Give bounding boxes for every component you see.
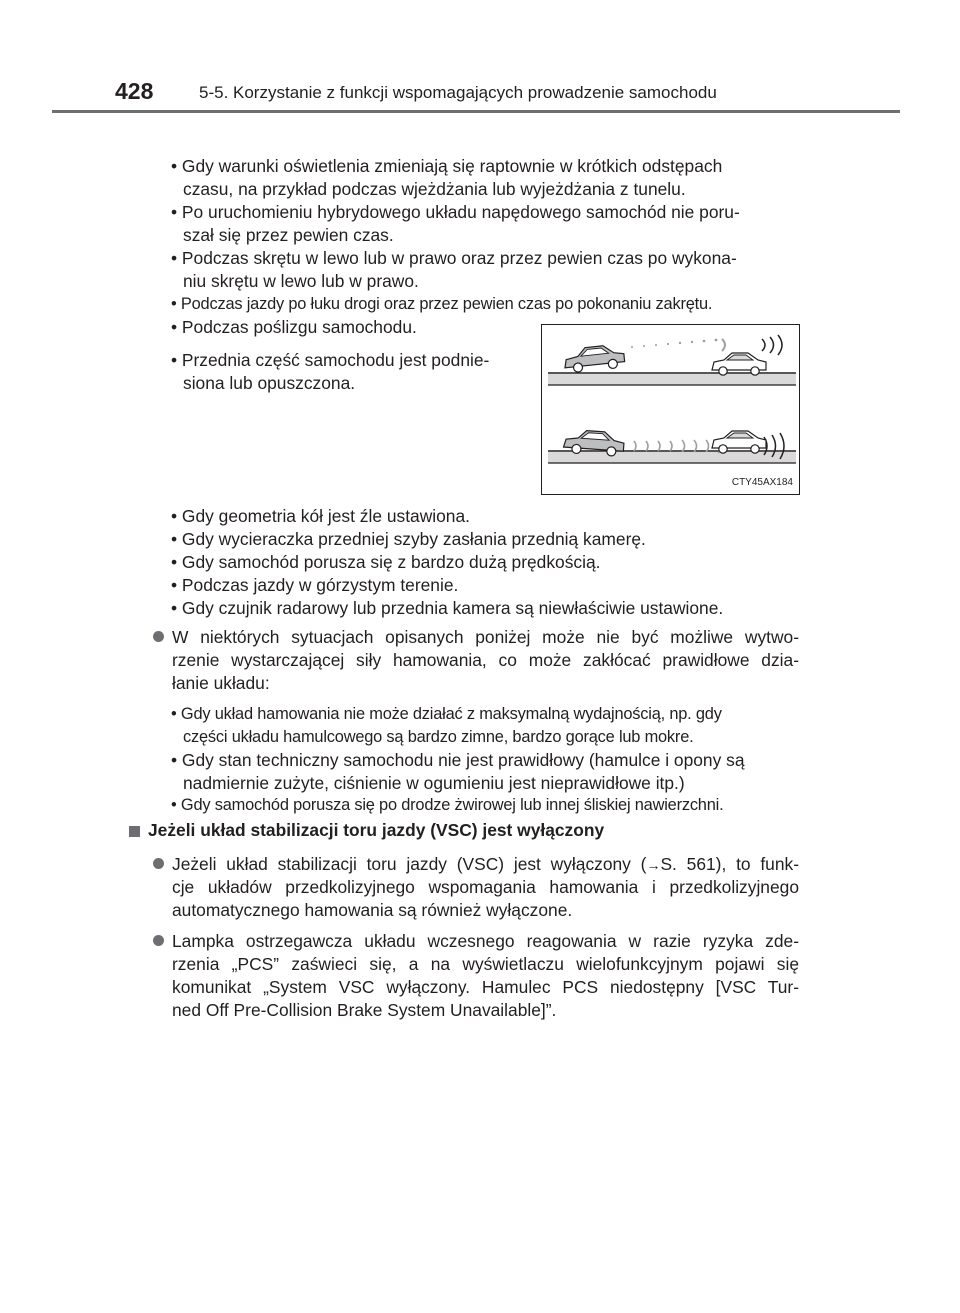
list-item: • Gdy samochód porusza się z bardzo dużą prędkością. <box>171 552 601 572</box>
paragraph: cje układów przedkolizyjnego wspomagania hamowania i przedkolizyjnego <box>172 877 799 897</box>
section-square-icon <box>129 826 140 837</box>
paragraph: Lampka ostrzegawcza układu wczesnego reagowania w razie ryzyka zde- <box>172 931 799 951</box>
bullet-circle-icon <box>153 935 164 946</box>
paragraph: łanie układu: <box>172 673 270 693</box>
list-item: • Przednia część samochodu jest podnie- siona lub opuszczona. <box>171 350 490 393</box>
list-item: • Podczas jazdy w górzystym terenie. <box>171 575 459 595</box>
bullet-circle-icon <box>153 858 164 869</box>
list-item: • Podczas jazdy po łuku drogi oraz przez pewien czas po pokonaniu zakrętu. <box>171 295 713 313</box>
section-heading: Jeżeli układ stabilizacji toru jazdy (VSC) jest wyłączony <box>148 820 605 840</box>
chapter-title: 5-5. Korzystanie z funkcji wspomagających prowadzenie samochodu <box>199 83 717 102</box>
paragraph: automatycznego hamowania są również wyłączone. <box>172 900 573 920</box>
paragraph: rzenia „PCS” zaświeci się, a na wyświetlaczu wielofunkcyjnym pojawi się <box>172 954 799 974</box>
page-number: 428 <box>115 78 154 104</box>
header-rule <box>52 110 900 113</box>
bullet-circle-icon <box>153 631 164 642</box>
list-item: • Gdy czujnik radarowy lub przednia kamera są niewłaściwie ustawione. <box>171 598 724 618</box>
list-item: • Gdy warunki oświetlenia zmieniają się raptownie w krótkich odstępach czasu, na przykład podczas wjeżdżania lub wyjeżdżania z tunelu. <box>171 156 723 199</box>
vehicle-pitch-illustration <box>541 324 800 495</box>
list-item: • Podczas skrętu w lewo lub w prawo oraz przez pewien czas po wykona- niu skrętu w lewo lub w prawo. <box>171 248 737 291</box>
list-item: • Gdy wycieraczka przedniej szyby zasłania przednią kamerę. <box>171 529 646 549</box>
cars-illustration <box>542 325 801 496</box>
arrow-right-icon: → <box>646 857 661 873</box>
list-item: • Gdy samochód porusza się po drodze żwirowej lub innej śliskiej nawierzchni. <box>171 796 724 814</box>
list-item: • Gdy geometria kół jest źle ustawiona. <box>171 506 470 526</box>
page-header <box>52 78 900 112</box>
paragraph: ned Off Pre-Collision Brake System Unavailable]”. <box>172 1000 557 1020</box>
list-item: • Podczas poślizgu samochodu. <box>171 317 417 337</box>
list-item: • Gdy układ hamowania nie może działać z maksymalną wydajnością, np. gdy części układu hamulcowego są bardzo zimne, bardzo gorące lub mokre. <box>171 705 722 746</box>
figure-code: CTY45AX184 <box>731 477 793 488</box>
paragraph: Jeżeli układ stabilizacji toru jazdy (VSC) jest wyłączony (→S. 561), to funk- <box>172 854 800 874</box>
paragraph: W niektórych sytuacjach opisanych poniżej może nie być możliwe wytwo- <box>172 627 799 647</box>
paragraph: komunikat „System VSC wyłączony. Hamulec PCS niedostępny [VSC Tur- <box>172 977 799 997</box>
paragraph: rzenie wystarczającej siły hamowania, co może zakłócać prawidłowe dzia- <box>172 650 799 670</box>
list-item: • Po uruchomieniu hybrydowego układu napędowego samochód nie poru- szał się przez pewien czas. <box>171 202 740 245</box>
list-item: • Gdy stan techniczny samochodu nie jest prawidłowy (hamulce i opony są nadmiernie zużyte, ciśnienie w ogumieniu jest nieprawidłowe itp.) <box>171 750 745 793</box>
